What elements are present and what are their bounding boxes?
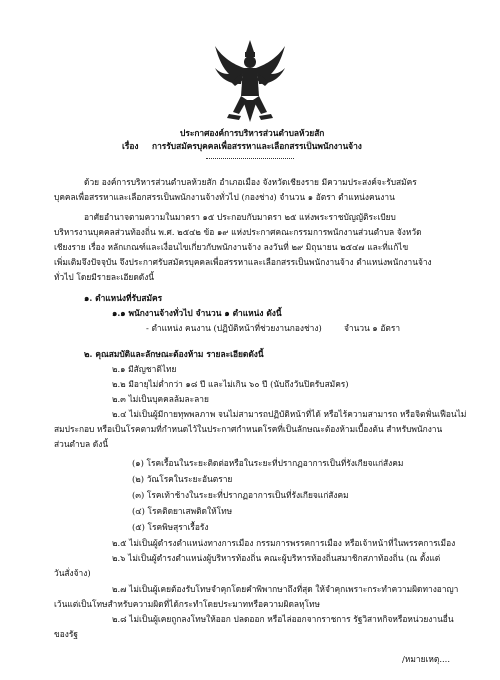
qualification-line: ๒.๘ ไม่เป็นผู้เคยถูกลงโทษให้ออก ปลดออก หรือไล่ออกจากราชการ รัฐวิสาหกิจหรือหน่วยงานอื่น (112, 614, 454, 624)
section1-count: จำนวน ๑ อัตรา (344, 323, 401, 333)
document-subject: การรับสมัครบุคคลเพื่อสรรหาและเลือกสรรเป็นพนักงานจ้าง (152, 141, 362, 151)
qualification-line: ๒.๑ มีสัญชาติไทย (112, 364, 177, 374)
authority-line: เพิ่มเติมจึงปัจจุบัน จึงประกาศรับสมัครบุคคลเพื่อสรรหาและเลือกสรรเป็นพนักงานจ้าง ตำแหน่งพนักงานจ้าง (54, 257, 432, 267)
section1-heading: ๑. ตำแหน่งที่รับสมัคร (84, 293, 163, 303)
section1-subheading: ๑.๑ พนักงานจ้างทั่วไป จำนวน ๑ ตำแหน่ง ดังนี้ (112, 308, 282, 318)
qualification-line: ๒.๕ ไม่เป็นผู้ดำรงตำแหน่งทางการเมือง กรรมการพรรคการเมือง หรือเจ้าหน้าที่ในพรรคการเมือง (112, 538, 456, 548)
qualification-line: ของรัฐ (54, 629, 78, 639)
disease-item: (๕) โรคพิษสุราเรื้อรัง (132, 522, 209, 532)
section1-position: - ตำแหน่ง คนงาน (ปฏิบัติหน้าที่ช่วยงานกองช่าง) (146, 323, 322, 333)
qualification-line: วันสั่งจ้าง) (54, 568, 91, 578)
document-org-title: ประกาศองค์การบริหารส่วนตำบลห้วยสัก (180, 128, 325, 138)
disease-item: (๒) วัณโรคในระยะอันตราย (132, 474, 233, 484)
disease-item: (๔) โรคติดยาเสพติดให้โทษ (132, 506, 233, 516)
disease-item: (๓) โรคเท้าช้างในระยะที่ปรากฏอาการเป็นที่รังเกียจแก่สังคม (132, 490, 349, 500)
title-separator (206, 158, 294, 159)
authority-line: ทั่วไป โดยมีรายละเอียดดังนี้ (54, 272, 155, 282)
qualification-line: ๒.๒ มีอายุไม่ต่ำกว่า ๑๘ ปี และไม่เกิน ๖๐ ปี (นับถึงวันปิดรับสมัคร) (112, 379, 349, 389)
disease-item: (๑) โรคเรื้อนในระยะติดต่อหรือในระยะที่ปรากฏอาการเป็นที่รังเกียจแก่สังคม (132, 458, 404, 468)
qualification-line: ๒.๖ ไม่เป็นผู้ดำรงตำแหน่งผู้บริหารท้องถิ่น คณะผู้บริหารท้องถิ่นสมาชิกสภาท้องถิ่น (ณ ตั้งแต่ (112, 553, 441, 563)
section2-heading: ๒. คุณสมบัติและลักษณะต้องห้าม รายละเอียดดังนี้ (84, 349, 264, 359)
qualification-line: ๒.๓ ไม่เป็นบุคคลล้มละลาย (112, 394, 209, 404)
authority-line: บริหารงานบุคคลส่วนท้องถิ่น พ.ศ. ๒๕๔๒ ข้อ ๑๙ แห่งประกาศคณะกรรมการพนักงานส่วนตำบล จังหวัด (54, 227, 422, 237)
garuda-emblem-icon (213, 38, 287, 124)
qualification-line: ส่วนตำบล ดังนี้ (54, 439, 109, 449)
authority-line: อาศัยอำนาจตามความในมาตรา ๑๕ ประกอบกับมาตรา ๒๕ แห่งพระราชบัญญัติระเบียบ (84, 212, 396, 222)
continuation-note: /หมายเหตุ.... (402, 654, 450, 664)
qualification-line: เว้นแต่เป็นโทษสำหรับความผิดที่ได้กระทำโดยประมาทหรือความผิดลหุโทษ (54, 599, 321, 609)
qualification-line: ๒.๔ ไม่เป็นผู้มีกายทุพพลภาพ จนไม่สามารถปฏิบัติหน้าที่ได้ หรือไร้ความสามารถ หรือจิตฟั่นเฟือนไม่ (112, 409, 467, 419)
qualification-line: สมประกอบ หรือเป็นโรคตามที่กำหนดไว้ในประกาศกำหนดโรคที่เป็นลักษณะต้องห้ามเบื้องต้น สำหรับพนักงาน (54, 424, 443, 434)
authority-line: เชียงราย เรื่อง หลักเกณฑ์และเงื่อนไขเกี่ยวกับพนักงานจ้าง ลงวันที่ ๒๙ มิถุนายน ๒๕๔๗ และที่แก้ไข (54, 242, 409, 252)
intro-line: บุคคลเพื่อสรรหาและเลือกสรรเป็นพนักงานจ้างทั่วไป (กองช่าง) จำนวน ๑ อัตรา ตำแหน่งคนงาน (54, 192, 395, 202)
qualification-line: ๒.๗ ไม่เป็นผู้เคยต้องรับโทษจำคุกโดยคำพิพากษาถึงที่สุด ให้จำคุกเพราะกระทำความผิดทางอาญา (112, 584, 459, 594)
intro-line: ด้วย องค์การบริหารส่วนตำบลห้วยสัก อำเภอเมือง จังหวัดเชียงราย มีความประสงค์จะรับสมัคร (84, 177, 417, 187)
document-subject-label: เรื่อง (122, 141, 139, 151)
